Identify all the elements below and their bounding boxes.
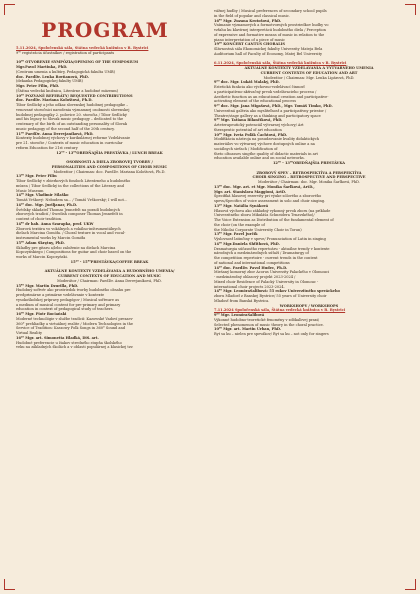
program-line: vzťahu ku klavírnej interpretácii hudobného diela / Perception — [214, 28, 326, 32]
program-line: veku na základných školách a v oblasti populárnej a klasickej tzv. — [16, 345, 134, 350]
program-line: 12⁰⁰ - 13⁰⁰OBEDŇAJŠIA PRESTÁVKA — [272, 161, 346, 165]
program-line: education in context of pedagogical study of teachers. — [16, 307, 114, 312]
program-line: international choir projects 2023-2024. — [214, 284, 285, 289]
program-line: sociálnych sieťach / Modification of — [214, 146, 278, 151]
program-line: the choir (on the example of — [214, 222, 265, 227]
program-line: 10⁰⁰ Mgr. Iveta Poľák Čachtová, PhD. — [214, 132, 288, 137]
right-column — [214, 9, 404, 586]
program-line: 9⁰⁰ Mgr. LeonóraSalibová — [214, 313, 265, 317]
program-line: Moderátor / Chairman: Mgr. Lenka Lipárová, PhD. — [263, 75, 355, 80]
program-line: Tibor Sedlický a jeho odkaz slovenskej hudobnej pedagogike – — [16, 103, 129, 107]
program-line: Zborová textúra vo vokálnych a vokálno-inštrumentálnych — [16, 226, 121, 231]
program-line: Virtual Reality — [16, 331, 42, 335]
corner-ornament — [4, 579, 15, 590]
program-line: Music Museum — [16, 188, 44, 193]
program-line: 12⁰⁰ - 13⁰⁰OBEDŇAJŠIA PRESTÁVKA / LUNCH BREAK — [56, 150, 163, 155]
program-line: 9²⁰ doc. Mgr. Jana Migašová, PhD., Mgr. Tomáš Timko, PhD. — [214, 104, 333, 108]
program-line: theto oltoasses singthe quality of didactic materials in art — [214, 151, 318, 156]
program-line: Moderátor / Chairman: PaedDr. Anna Derevjaníková, PhD. — [57, 278, 162, 283]
program-line: 360° prehliadky a virtuálnej realite / Modern Technologies in the — [16, 321, 133, 326]
program-line: OSOBNOSTI A DIELA ZBOROVEJ TVORBY / — [66, 160, 153, 164]
program-line: 14⁰⁰ Mgr.Daniela Shťithová, PhD. — [214, 241, 280, 246]
program-line: Mgr.Pavol Martinka, PhD. — [16, 65, 68, 69]
program-line: 7.11.2024 Spoločenská sála, Štátna vedecká knižnica v B. Bystrici — [214, 308, 346, 313]
program-line: Moderné technológie v službe tradícií: Kazowské Vadoví prezaev — [16, 316, 133, 321]
program-line: 10⁰⁰ OTVORENIE SYMPÓZIA/OPENING OF THE SYMPOSIUM — [16, 60, 139, 65]
program-line: the competition repertoire - current trends in the context — [214, 256, 318, 260]
program-line: a medium of musical content for pre-primary and primary — [16, 302, 121, 307]
program-line: 9⁰⁰ doc. Mgr. Lukáš Malaký, PhD. — [214, 80, 280, 85]
program-line: 14²⁰ doc. Mgr. Juriljanar, Ph.D. — [16, 202, 78, 207]
program-line: PERSONALITIES AND COMPOSITIONS OF CHOIR MUSIC — [51, 164, 168, 169]
program-line: Mixed choir Residence of Palacký University in Olomouc - — [214, 279, 319, 284]
program-line: predprimárne a primárne vzdelávanie v kontexte — [16, 293, 105, 297]
program-line: reform Education for 21st century — [16, 145, 78, 150]
program-line: centenary of the birth of an outstanding personality of Slovak — [16, 122, 128, 126]
program-line: context of choir tradition. — [16, 217, 63, 221]
program-line: Mgr. art. Stanislava Maggioni, ArtD. — [214, 189, 287, 194]
program-line: venované storočnici narodenia významnej osobnosti slovenskej — [16, 107, 130, 112]
program-line: doc. PaedDr. Mariana Kološtová, Ph.D. — [16, 98, 93, 103]
program-line: 16²⁰ Mgr. art. Simonetta Hladká, DiS. art. — [16, 335, 99, 340]
program-line: 15⁰⁰ Adam Skrętny, PhD. — [16, 240, 65, 245]
program-line: dielach Marcina Gomóła. / Choral texture in vocal and vocal- — [16, 231, 126, 236]
program-line: Arteterapeutický potenciál výtvarnej výchovy/ Art — [214, 123, 304, 127]
program-line: Špecifiká hlasovej rezervity pri výuke sólového a zborového — [214, 194, 322, 199]
program-line: AKTUÁLNE KONTEXTY VZDELÁVANIA A HUDOBNÉHO UMENIA/ — [44, 269, 175, 274]
program-line: AKTUÁLNE KONTEXTY VZDELÁVANIA A VÝTVARNÉHO UMENIA — [244, 66, 374, 70]
program-line: and his legacy to Slovak music pedagogy – dedicated to the — [16, 117, 124, 122]
program-line: 15⁴⁰ Mgr. Martin Dzurilla, PhD. — [16, 283, 79, 288]
program-line: vážnej hudby / Musical preferences of secondary school pupils — [214, 9, 327, 13]
corner-ornament — [4, 4, 15, 15]
program-line: 10⁰⁰ Mgr. art. Martin Urban, PhD. — [214, 327, 282, 332]
program-line: Švédsky skladateľ Thomas Jennefelt na poradí hudobných — [16, 207, 120, 212]
program-line: múzea / Tibor Sedlický in the collections of the Literary and — [16, 183, 124, 188]
program-line: národných a medzinárodných súťaží / Dramaturgy of — [214, 251, 309, 256]
program-line: Slávnostná sála Ekonomickej fakulty Univerzity Mateja Bela — [214, 47, 323, 51]
left-column — [16, 46, 203, 586]
program-line: 16⁴⁰ Mgr. Zuzana Krotošová, PhD. — [214, 18, 282, 23]
program-line: 13²⁰ Mgr. Natália Synáková — [214, 203, 269, 208]
program-line: WORKSHOPY / WORKSHOPS — [279, 303, 339, 308]
program-line: zborových tradícií / Swedish composer Thomas Jennefelt in — [16, 212, 123, 217]
program-line: pre 21. storočie / Contexts of music education in curricular — [16, 141, 123, 145]
program-line: Tibor Sedlický v zbierkových fondoch Literárneho a hudobného — [16, 179, 131, 183]
program-line: education available online and on social networks. — [214, 156, 305, 161]
program-line: 14⁴⁰ Mgr. LeonóraSalibová: 55 rokov Univerzitného speváckeho — [214, 289, 340, 294]
program-line: (dekanka Pedagogickej fakulty UMB) — [16, 79, 83, 84]
program-line: 5.11.2024, Spoločenská sála, Štátna vedecká knižnica v B. Bystrici — [16, 46, 149, 50]
program-line: of expressive and formative means of music in relation to the — [214, 32, 325, 37]
program-line: Auditorium hall of Faculty of Economy, Matej Bel University — [214, 51, 322, 56]
program-line: Výkonné hudobno-teoretické fenomény v zdôkaľovej praxi/ — [214, 317, 320, 322]
program-line: Hudobné preferencie u žiakov stredného stupňa školského — [16, 340, 122, 345]
program-line: of national and international competitions — [214, 260, 290, 265]
program-line: Ryt sa ku – nielen pre spevákov/ Ryt sa ku – not only for singers — [214, 332, 329, 336]
program-line: vysokoškolskej prípravy pedagógov / Musical software as — [16, 297, 120, 302]
program-line: Selected phenomenon of music theory in the choral practice. — [214, 322, 324, 327]
program-line: 16⁰⁰ Mgr. Piotr Bociański — [16, 312, 67, 316]
page-title: PROGRAM — [41, 18, 169, 42]
program-line: Hlasová výchova ako základný vykonný prvok zboru (na príklade — [214, 208, 331, 213]
program-line: Vnímanie významových a formotvorných prostriedkov hudby vo — [214, 23, 329, 28]
program-line: 9⁴⁰ Mgr. Tatiana Bilančíková, PhD. — [214, 118, 283, 123]
program-line: 15²⁰ - 15⁴⁰PRESTÁVKA/COFFEE BREAK — [70, 259, 149, 264]
program-line: Skladby pre gitaru a/lebo založenie na dielach Marcina — [16, 245, 116, 250]
program-line: doc. PaedDr. Lenka Rovňanová, PhD. — [16, 74, 89, 79]
program-line: CHOIR SINGING – RETROSPECTIVE AND PERSPECTIVE — [252, 175, 366, 180]
program-line: zboru Mladosť z Banskej Bystrice/ 55 years of University choir — [214, 294, 327, 298]
program-line: 14²⁰ doc. PaedDr. Pavol Hudec, Ph.D. — [214, 265, 288, 270]
program-line: The Voice Extension as Distribution of the fundamental element of — [214, 218, 334, 222]
program-line: 10³⁰ POZVANÉ REFERÁTY/ REQUESTED CONTRIBUTIONS — [16, 93, 133, 98]
program-line: activating element of the educational process — [214, 99, 297, 104]
program-line: Tomáš Vrškový: Nebudem sa... / Tomáš Vrškovský; I will not... — [16, 198, 128, 202]
program-line: - medzinárodný ohlasový projekt 2023-2024 / — [214, 275, 296, 279]
program-line: music pedagogy of the second half of the 20th century. — [16, 126, 115, 131]
program-line: Modifikácia nástroja na posudzovanie kvality didaktických — [214, 137, 320, 142]
corner-ornament — [405, 4, 416, 15]
program-line: Aesthetic function as an educational creation and participative- — [214, 94, 329, 99]
program-line: 14⁰⁰ Mgr. Vladimír Mlaško — [16, 193, 69, 198]
program-line: therapeutic potential of art education — [214, 127, 282, 132]
program-line: 6.11.2024, Spoločenská sála, Štátna vedecká knižnica v B. Bystrici — [214, 61, 347, 66]
program-line: Univerzitného zboru Mikuláša Schneidera Trnavského)/ — [214, 213, 315, 218]
program-line: ZBOROVÝ SPEV – RETROSPEKTÍVA A PERSPEKTÍVA — [256, 170, 362, 175]
program-line: Kopczyńskiego / Compositions for guitar and choir based on the — [16, 250, 132, 255]
program-line: Mladosť from Banská Bystrica. — [214, 298, 270, 303]
program-line: 19⁰⁰ KONCERT CANTUS CHORALIS — [214, 42, 285, 47]
program-line: Theatre/stage gallery as a thinking and participatory space — [214, 113, 321, 118]
program-line: Estetická funkcia ako výchovno-vzdelávací činnosť — [214, 85, 305, 89]
program-line: CURRENT CONTEXTS OF EDUCATION AND MUSIC — [58, 274, 161, 278]
program-line: Kontexty hudobnej výchovy v kurikulárnej reforme Vzdelávanie — [16, 136, 131, 141]
program-line: 13⁰⁰ Mgr. Peter Filin — [16, 174, 57, 179]
program-line: 14⁴⁰ dr hab. Anna Szarapka, prof. UKW — [16, 221, 94, 226]
program-line: Service of Tradition: Kaszowy Folk Songs in 360° Sound and — [16, 326, 126, 331]
program-line: Mgr. Peter Filin, PhD. — [16, 84, 60, 88]
program-line: works of Marcin Kopczyński. — [16, 255, 68, 259]
program-line: instrumental works by Marcin Gomóła — [16, 236, 86, 240]
program-line: 13⁰⁰ doc. Mgr. art. et Mgr. Monika Šarlková, ArtD., — [214, 184, 315, 189]
program-line: Moderátor / Chairman: doc. PaedDr. Mariana Kološtová, Ph.D. — [53, 169, 166, 174]
program-line: a participatívno-aktivačný prvok vzdelávacieho procesu / — [214, 89, 317, 94]
program-line: the Nikolai Corporate University Choir in Torun) — [214, 227, 302, 232]
program-line: 11⁰⁰ PaedDr. Anna Derevjaníková, PhD. — [16, 131, 94, 136]
program-line: in the field of popular and classical music. — [214, 13, 290, 18]
program-line: piano interpretation of a piece of music — [214, 37, 286, 42]
program-line: spevu/Specifics of voice assessment in solo and choir singing. — [214, 199, 326, 203]
program-line: 13⁴⁰ Mgr. Pavel Jurčík — [214, 232, 258, 237]
program-line: (Štátna vedecká knižnica, Literárne a hudobné múzeum) — [16, 88, 119, 93]
program-line: Dramaturgia súčasného repertoáru - aktuálne trendy v kontexte — [214, 246, 330, 251]
program-line: Univerzitná galéria ako mysliteľnosť a participatívny priestor / — [214, 108, 327, 113]
program-line: Hudobný softvér ako prostriedok tvorby hudobného obsahu pre — [16, 288, 131, 293]
program-line: 9⁰⁰ registrácia účastníkov / registration of participants — [16, 50, 115, 55]
program-line: (Centrum umenia a kultúry, Pedagogická fakulta UMB) — [16, 69, 115, 74]
program-line: Moderátor / Chairman: doc. Mgr. Monika Šarlková, PhD. — [258, 180, 360, 184]
program-line: materiálov vo výtvarnej výchove dostupných online a na — [214, 142, 315, 146]
program-line: hudobnej pedagogiky 2. polovice 20. storočia / Tibor Sedlický — [16, 112, 127, 117]
program-line: CURRENT CONTEXTS OF EDUCATION AND ART — [260, 70, 358, 75]
program-line: Výslovnosť latinčiny v speve/ Pronunciation of Latin in singing — [214, 237, 326, 241]
program-line: Miešaný komorný zbor Acorus Univerzity Palackého v Olomouci — [214, 270, 330, 275]
corner-ornament — [405, 579, 416, 590]
